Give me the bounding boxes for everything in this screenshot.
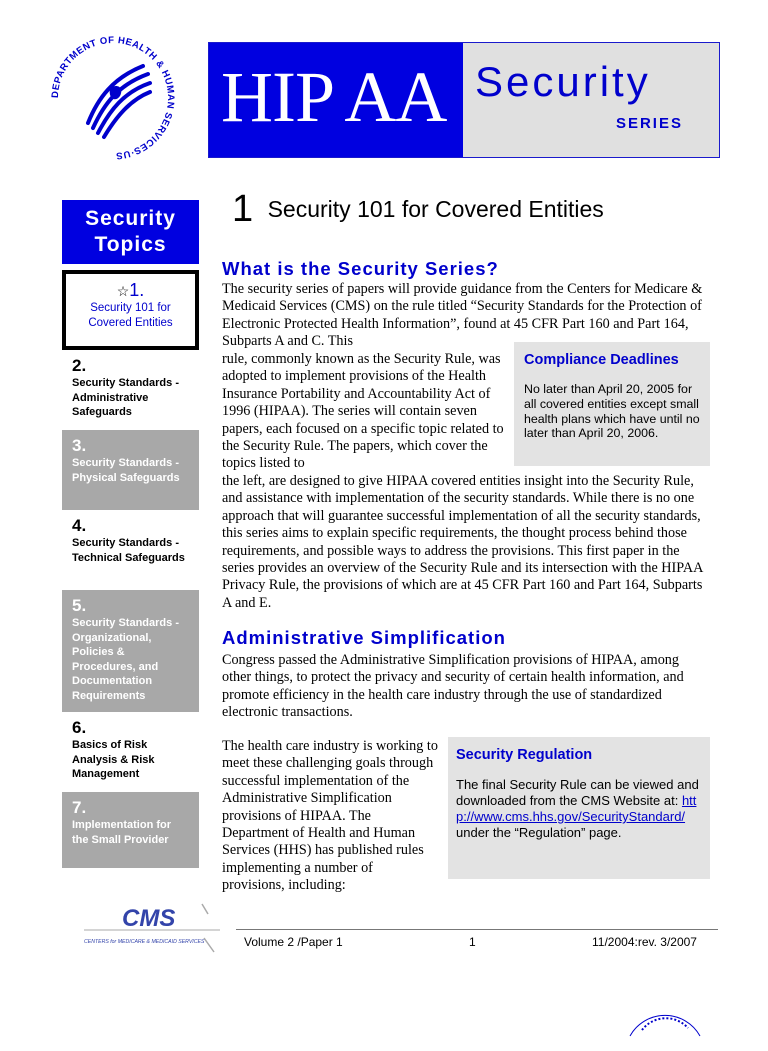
paper-number: 1 (232, 188, 254, 230)
sidebar-item-topic-6[interactable] (62, 712, 199, 792)
topic-number: 7. (72, 798, 87, 817)
banner-right-panel (463, 43, 719, 157)
security-title: Security (475, 58, 651, 105)
hipaa-banner (208, 42, 720, 158)
topic-number: 4. (72, 516, 87, 535)
topic-number: 6. (72, 718, 87, 737)
topic-label: Security Standards - Administrative Safeguards (72, 377, 179, 418)
banner-left-panel (209, 43, 463, 157)
bottom-seal-logo (620, 1006, 710, 1046)
section2-paragraph-2: The health care industry is working to meet these challenging goals through successful implementation of the Administrative Simplification provisions of HIPAA. The Department of Health and Human Services (HHS) has published rules implementing a number of provisions, including: (222, 738, 438, 894)
hipaa-title: HIP AA (221, 57, 447, 137)
section1-paragraph-top: The security series of papers will provide guidance from the Centers for Medicare & Medicaid Services (CMS) on the rule titled “Security Standards for the Protection of Electronic Protected Health Information”, found at 45 CFR Part 160 and Part 164, Subparts A and C. This (222, 281, 703, 350)
sidebar-item-topic-7[interactable] (62, 792, 199, 868)
compliance-deadlines-text: No later than April 20, 2005 for all covered entities except small health plans which have until no later than April 20, 2006. (524, 382, 700, 441)
paper-heading (232, 188, 604, 231)
security-regulation-box (448, 737, 710, 879)
svg-text:DEPARTMENT OF HEALTH & HUMAN S (38, 28, 176, 161)
cms-logo-subtext: CENTERS for MEDICARE & MEDICAID SERVICES (84, 939, 205, 945)
footer-divider (236, 929, 718, 930)
topic-number: 5. (72, 596, 87, 615)
compliance-deadlines-box (514, 342, 710, 466)
topic-number: 1. (129, 280, 145, 300)
topics-heading (62, 200, 199, 264)
series-label: SERIES (615, 115, 683, 132)
footer-volume: Volume 2 /Paper 1 (244, 935, 343, 949)
section1-paragraph-wrap: rule, commonly known as the Security Rule, was adopted to implement provisions of the Health Insurance Portability and Accountability Act of 1996 (HIPAA). The series will contain seven papers, each focused on a specific topic related to the Security Rule. The papers, which cover the topics listed to (222, 351, 504, 472)
topics-heading-line1: Security (85, 207, 176, 230)
security-regulation-text (456, 777, 702, 841)
compliance-deadlines-heading: Compliance Deadlines (524, 352, 679, 368)
sidebar-item-topic-2[interactable] (62, 350, 199, 430)
section-heading-security-series: What is the Security Series? (222, 258, 499, 279)
section-heading-admin-simplification: Administrative Simplification (222, 627, 506, 648)
sidebar-item-topic-5[interactable] (62, 590, 199, 712)
cms-logo (84, 900, 220, 956)
topic-number: 3. (72, 436, 87, 455)
sidebar-item-topic-3[interactable] (62, 430, 199, 510)
topic-number: 2. (72, 356, 87, 375)
topic-label: Security Standards - Physical Safeguards (72, 457, 180, 484)
paper-title: Security 101 for Covered Entities (267, 196, 604, 222)
topic-label: Basics of Risk Analysis & Risk Management (72, 739, 155, 780)
section2-paragraph-1: Congress passed the Administrative Simplification provisions of HIPAA, among other things, to protect the privacy and security of certain health information, and promote efficiency in the health care industry through the use of standardized electronic transactions. (222, 652, 684, 721)
security-standard-link[interactable]: http://www.cms.hhs.gov/SecurityStandard/ (456, 793, 697, 824)
topic-label: Security Standards - Technical Safeguards (72, 537, 185, 564)
section1-paragraph-bottom: the left, are designed to give HIPAA covered entities insight into the Security Rule, and assistance with implementation of the security standards. While there is no one approach that will guarantee successful implementation of all the security standards, this series aims to explain specific requirements, the thought process behind those requirements, and possible ways to address the provisions. This first paper in the series provides an overview of the Security Rule and its intersection with the HIPAA Privacy Rule, the provisions of which are at 45 CFR Part 160 and Part 164, Subparts A and E. (222, 473, 703, 611)
topic-label: Security 101 for Covered Entities (88, 302, 173, 329)
topics-sidebar (62, 200, 199, 868)
hhs-seal-logo (38, 28, 188, 168)
footer-date: 11/2004:rev. 3/2007 (592, 935, 697, 949)
topic-label: Implementation for the Small Provider (72, 819, 172, 846)
sidebar-item-topic-1[interactable] (62, 270, 199, 350)
star-icon: ☆ (116, 283, 130, 299)
topics-heading-line2: Topics (94, 233, 167, 256)
cms-logo-text: CMS (122, 905, 176, 932)
security-regulation-heading: Security Regulation (456, 747, 593, 763)
topic-label: Security Standards - Organizational, Policies & Procedures, and Documentation Requirements (72, 617, 179, 702)
regulation-suffix: under the “Regulation” page. (456, 825, 622, 840)
regulation-intro: The final Security Rule can be viewed and downloaded from the CMS Website at: (456, 777, 699, 808)
sidebar-item-topic-4[interactable] (62, 510, 199, 590)
footer-page-number: 1 (469, 935, 476, 949)
seal-text: DEPARTMENT OF HEALTH & HUMAN SERVICES·US (49, 34, 177, 162)
